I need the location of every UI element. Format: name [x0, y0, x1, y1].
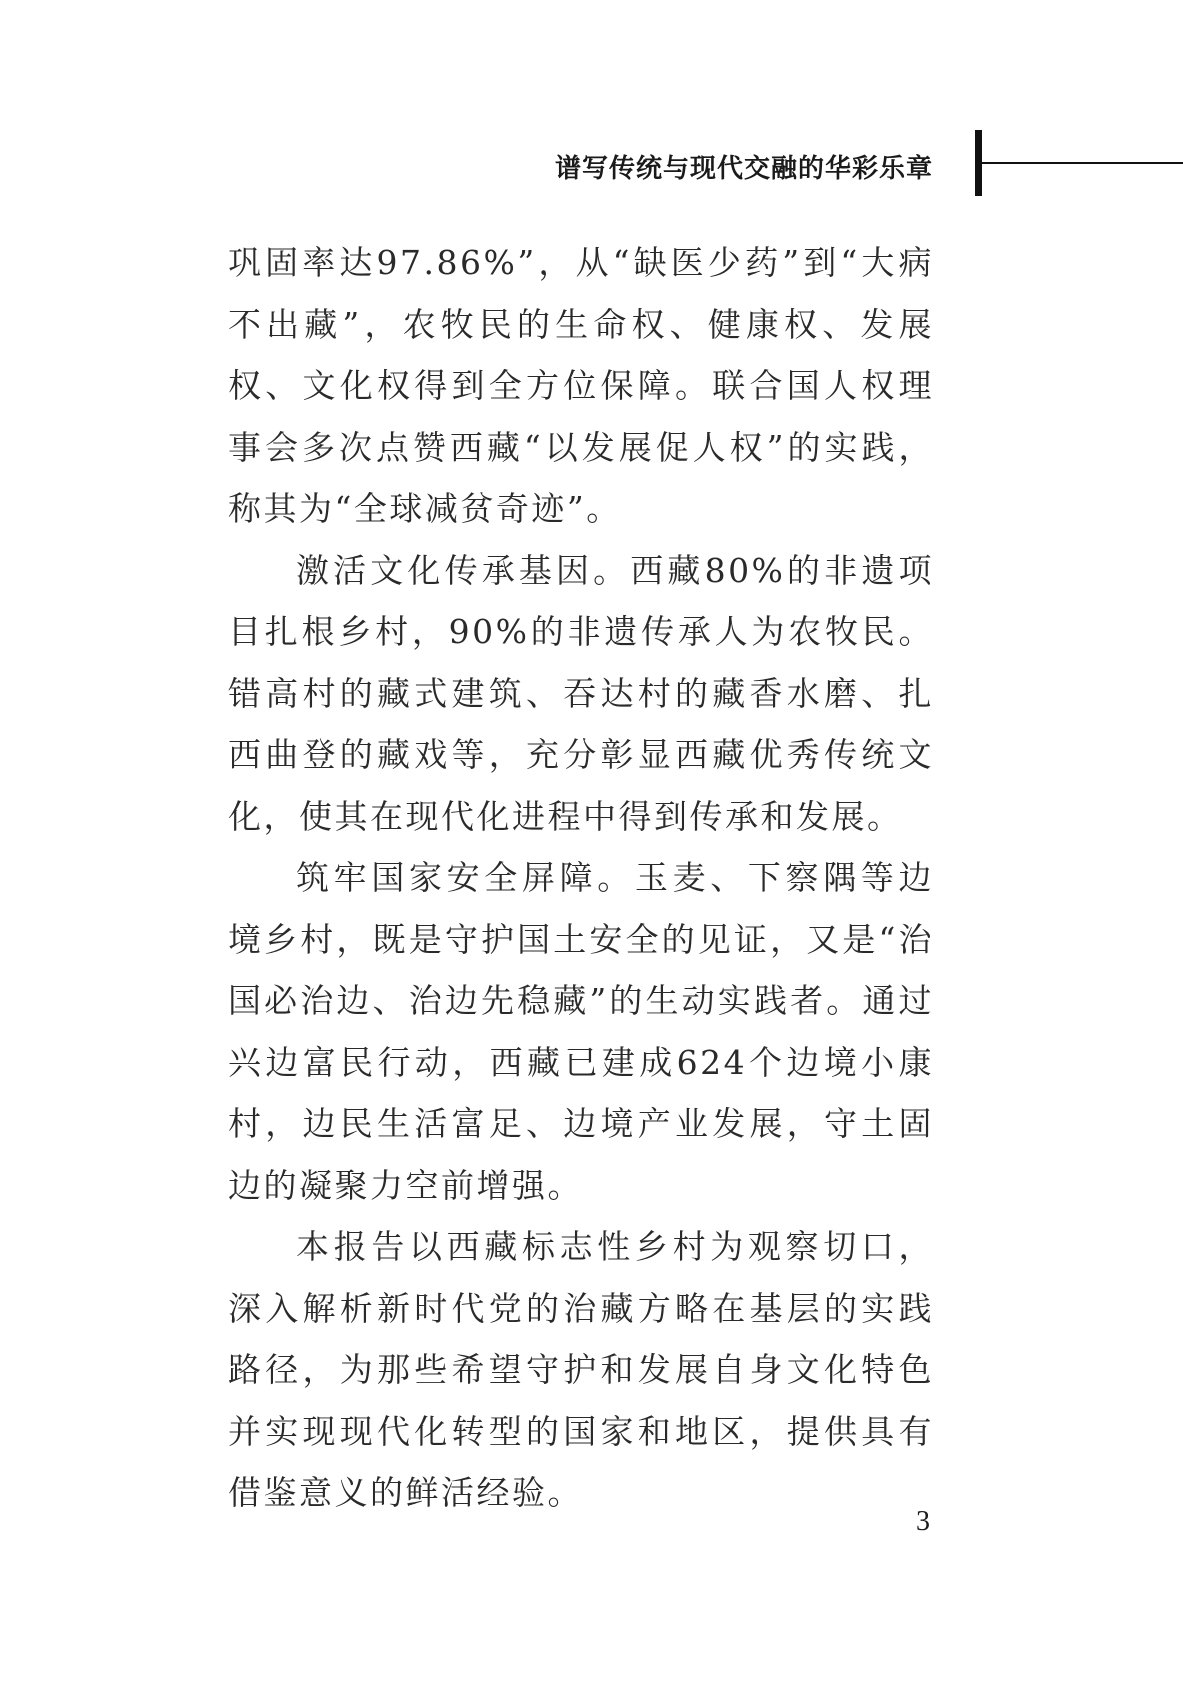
header-horizontal-rule	[982, 162, 1183, 164]
paragraph-4: 本报告以西藏标志性乡村为观察切口，深入解析新时代党的治藏方略在基层的实践路径，为那些希望守护和发展自身文化特色并实现现代化转型的国家和地区，提供具有借鉴意义的鲜活经验。	[228, 1227, 934, 1512]
paragraph-1: 巩固率达97.86%”，从“缺医少药”到“大病不出藏”，农牧民的生命权、健康权、发展权、文化权得到全方位保障。联合国人权理事会多次点赞西藏“以发展促人权”的实践，称其为“全球减贫奇迹”。	[228, 243, 934, 528]
page-number: 3	[916, 1506, 930, 1537]
paragraph-3: 筑牢国家安全屏障。玉麦、下察隅等边境乡村，既是守护国土安全的见证，又是“治国必治边、治边先稳藏”的生动实践者。通过兴边富民行动，西藏已建成624个边境小康村，边民生活富足、边境产业发展，守土固边的凝聚力空前增强。	[228, 858, 934, 1205]
running-header-title: 谱写传统与现代交融的华彩乐章	[554, 154, 933, 184]
paragraph-2: 激活文化传承基因。西藏80%的非遗项目扎根乡村，90%的非遗传承人为农牧民。错高村的藏式建筑、吞达村的藏香水磨、扎西曲登的藏戏等，充分彰显西藏优秀传统文化，使其在现代化进程中得到传承和发展。	[228, 550, 934, 836]
header-vertical-bar	[975, 130, 982, 196]
body-text	[228, 232, 934, 1524]
